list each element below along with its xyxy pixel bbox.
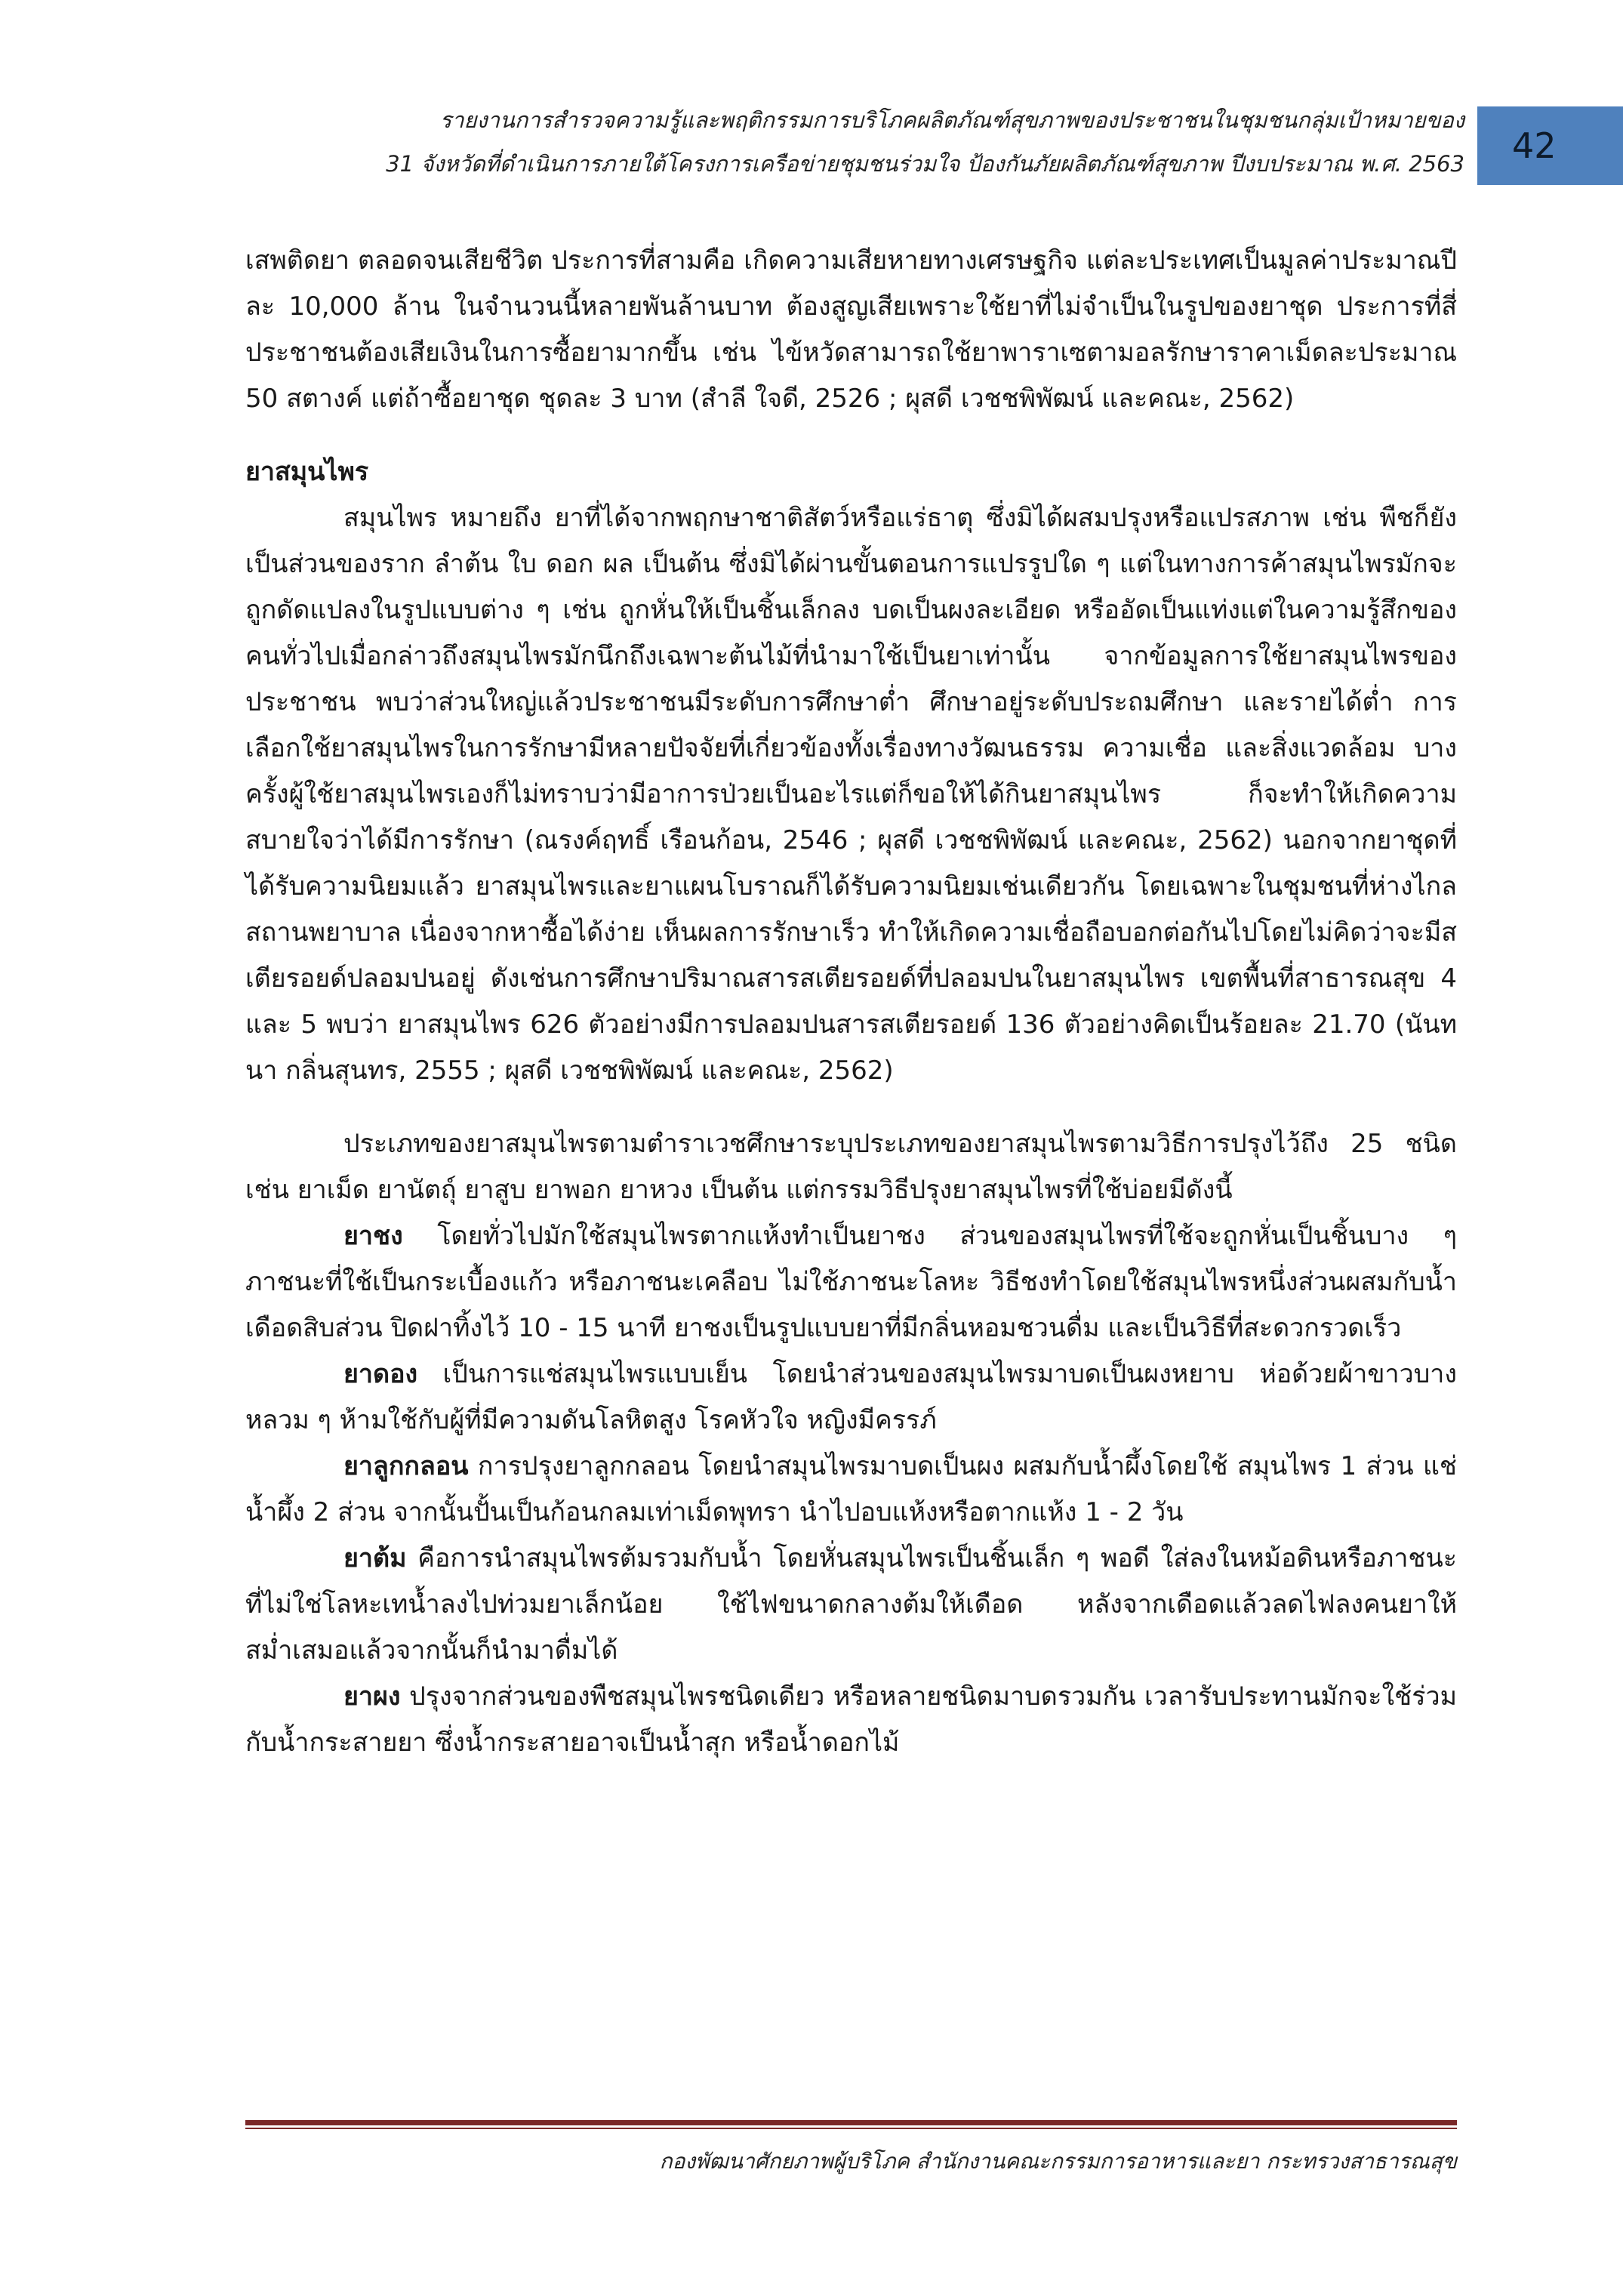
term-label: ยาชง — [343, 1221, 403, 1251]
term-description: ปรุงจากส่วนของพืชสมุนไพรชนิดเดียว หรือหลายชนิดมาบดรวมกัน เวลารับประทานมักจะใช้ร่วมกับน้ำกระสายยา ซึ่งน้ำกระสายอาจเป็นน้ำสุก หรือน้ำดอกไม้ — [245, 1681, 1457, 1758]
header-line-2: 31 จังหวัดที่ดำเนินการภายใต้โครงการเครือข่ายชุมชนร่วมใจ ป้องกันภัยผลิตภัณฑ์สุขภาพ ปีงบประมาณ พ.ศ. 2563 — [386, 151, 1464, 177]
list-item — [245, 1351, 1457, 1444]
paragraph-herbal-types: ประเภทของยาสมุนไพรตามตำราเวชศึกษาระบุประเภทของยาสมุนไพรตามวิธีการปรุงไว้ถึง 25 ชนิด เช่น ยาเม็ด ยานัตถุ์ ยาสูบ ยาพอก ยาหวง เป็นต้น แต่กรรมวิธีปรุงยาสมุนไพรที่ใช้บ่อยมีดังนี้ — [245, 1129, 1457, 1205]
term-label: ยาต้ม — [343, 1543, 407, 1573]
term-description: เป็นการแช่สมุนไพรแบบเย็น โดยนำส่วนของสมุนไพรมาบดเป็นผงหยาบ ห่อด้วยผ้าขาวบางหลวม ๆ ห้ามใช้กับผู้ที่มีความดันโลหิตสูง โรคหัวใจ หญิงมีครรภ์ — [245, 1359, 1457, 1435]
footer-divider-thin — [245, 2128, 1457, 2129]
section-heading: ยาสมุนไพร — [245, 457, 369, 487]
running-footer: กองพัฒนาศักยภาพผู้บริโภค สำนักงานคณะกรรมการอาหารและยา กระทรวงสาธารณสุข — [659, 2149, 1457, 2174]
running-header — [226, 98, 1464, 186]
list-item — [245, 1674, 1457, 1766]
term-description: การปรุงยาลูกกลอน โดยนำสมุนไพรมาบดเป็นผง ผสมกับน้ำผึ้งโดยใช้ สมุนไพร 1 ส่วน แช่น้ำผึ้ง 2 ส่วน จากนั้นปั้นเป็นก้อนกลมเท่าเม็ดพุทรา นำไปอบแห้งหรือตากแห้ง 1 - 2 วัน — [245, 1451, 1457, 1527]
header-line-1: รายงานการสำรวจความรู้และพฤติกรรมการบริโภคผลิตภัณฑ์สุขภาพของประชาชนในชุมชนกลุ่มเป้าหมายของ — [439, 107, 1464, 133]
term-description: โดยทั่วไปมักใช้สมุนไพรตากแห้งทำเป็นยาชง ส่วนของสมุนไพรที่ใช้จะถูกหั่นเป็นชิ้นบาง ๆ ภาชนะที่ใช้เป็นกระเบื้องแก้ว หรือภาชนะเคลือบ ไม่ใช้ภาชนะโลหะ วิธีชงทำโดยใช้สมุนไพรหนึ่งส่วนผสมกับน้ำเดือดสิบส่วน ปิดฝาทิ้งไว้ 10 - 15 นาที ยาชงเป็นรูปแบบยาที่มีกลิ่นหอมชวนดื่ม และเป็นวิธีที่สะดวกรวดเร็ว — [245, 1221, 1457, 1343]
list-item — [245, 1213, 1457, 1351]
page-number-tab — [1477, 106, 1623, 185]
document-body — [245, 238, 1457, 1766]
page-number: 42 — [1512, 125, 1557, 166]
list-item — [245, 1444, 1457, 1536]
footer-divider — [245, 2120, 1457, 2125]
term-label: ยาดอง — [343, 1359, 418, 1389]
term-label: ยาผง — [343, 1681, 401, 1712]
list-item — [245, 1536, 1457, 1674]
paragraph-continuation: เสพติดยา ตลอดจนเสียชีวิต ประการที่สามคือ เกิดความเสียหายทางเศรษฐกิจ แต่ละประเทศเป็นมูลค่าประมาณปีละ 10,000 ล้าน ในจำนวนนี้หลายพันล้านบาท ต้องสูญเสียเพราะใช้ยาที่ไม่จำเป็นในรูปของยาชุด ประการที่สี่ ประชาชนต้องเสียเงินในการซื้อยามากขึ้น เช่น ไข้หวัดสามารถใช้ยาพาราเซตามอลรักษาราคาเม็ดละประมาณ 50 สตางค์ แต่ถ้าซื้อยาชุด ชุดละ 3 บาท (สำลี ใจดี, 2526 ; ผุสดี เวชชพิพัฒน์ และคณะ, 2562) — [245, 245, 1457, 414]
term-label: ยาลูกกลอน — [343, 1451, 469, 1481]
term-description: คือการนำสมุนไพรต้มรวมกับน้ำ โดยหั่นสมุนไพรเป็นชิ้นเล็ก ๆ พอดี ใส่ลงในหม้อดินหรือภาชนะที่ไม่ใช่โลหะเทน้ำลงไปท่วมยาเล็กน้อย ใช้ไฟขนาดกลางต้มให้เดือด หลังจากเดือดแล้วลดไฟลงคนยาให้สม่ำเสมอแล้วจากนั้นก็นำมาดื่มได้ — [245, 1543, 1457, 1666]
paragraph-herbal-definition: สมุนไพร หมายถึง ยาที่ได้จากพฤกษาชาติสัตว์หรือแร่ธาตุ ซึ่งมิได้ผสมปรุงหรือแปรสภาพ เช่น พืชก็ยังเป็นส่วนของราก ลำต้น ใบ ดอก ผล เป็นต้น ซึ่งมิได้ผ่านขั้นตอนการแปรรูปใด ๆ แต่ในทางการค้าสมุนไพรมักจะถูกดัดแปลงในรูปแบบต่าง ๆ เช่น ถูกหั่นให้เป็นชิ้นเล็กลง บดเป็นผงละเอียด หรืออัดเป็นแท่งแต่ในความรู้สึกของคนทั่วไปเมื่อกล่าวถึงสมุนไพรมักนึกถึงเฉพาะต้นไม้ที่นำมาใช้เป็นยาเท่านั้น จากข้อมูลการใช้ยาสมุนไพรของประชาชน พบว่าส่วนใหญ่แล้วประชาชนมีระดับการศึกษาต่ำ ศึกษาอยู่ระดับประถมศึกษา และรายได้ต่ำ การเลือกใช้ยาสมุนไพรในการรักษามีหลายปัจจัยที่เกี่ยวข้องทั้งเรื่องทางวัฒนธรรม ความเชื่อ และสิ่งแวดล้อม บางครั้งผู้ใช้ยาสมุนไพรเองก็ไม่ทราบว่ามีอาการป่วยเป็นอะไรแต่ก็ขอให้ได้กินยาสมุนไพร ก็จะทำให้เกิดความสบายใจว่าได้มีการรักษา (ณรงค์ฤทธิ์ เรือนก้อน, 2546 ; ผุสดี เวชชพิพัฒน์ และคณะ, 2562) นอกจากยาชุดที่ได้รับความนิยมแล้ว ยาสมุนไพรและยาแผนโบราณก็ได้รับความนิยมเช่นเดียวกัน โดยเฉพาะในชุมชนที่ห่างไกลสถานพยาบาล เนื่องจากหาซื้อได้ง่าย เห็นผลการรักษาเร็ว ทำให้เกิดความเชื่อถือบอกต่อกันไปโดยไม่คิดว่าจะมีสเตียรอยด์ปลอมปนอยู่ ดังเช่นการศึกษาปริมาณสารสเตียรอยด์ที่ปลอมปนในยาสมุนไพร เขตพื้นที่สาธารณสุข 4 และ 5 พบว่า ยาสมุนไพร 626 ตัวอย่างมีการปลอมปนสารสเตียรอยด์ 136 ตัวอย่างคิดเป็นร้อยละ 21.70 (นันทนา กลิ่นสุนทร, 2555 ; ผุสดี เวชชพิพัฒน์ และคณะ, 2562) — [245, 503, 1457, 1086]
